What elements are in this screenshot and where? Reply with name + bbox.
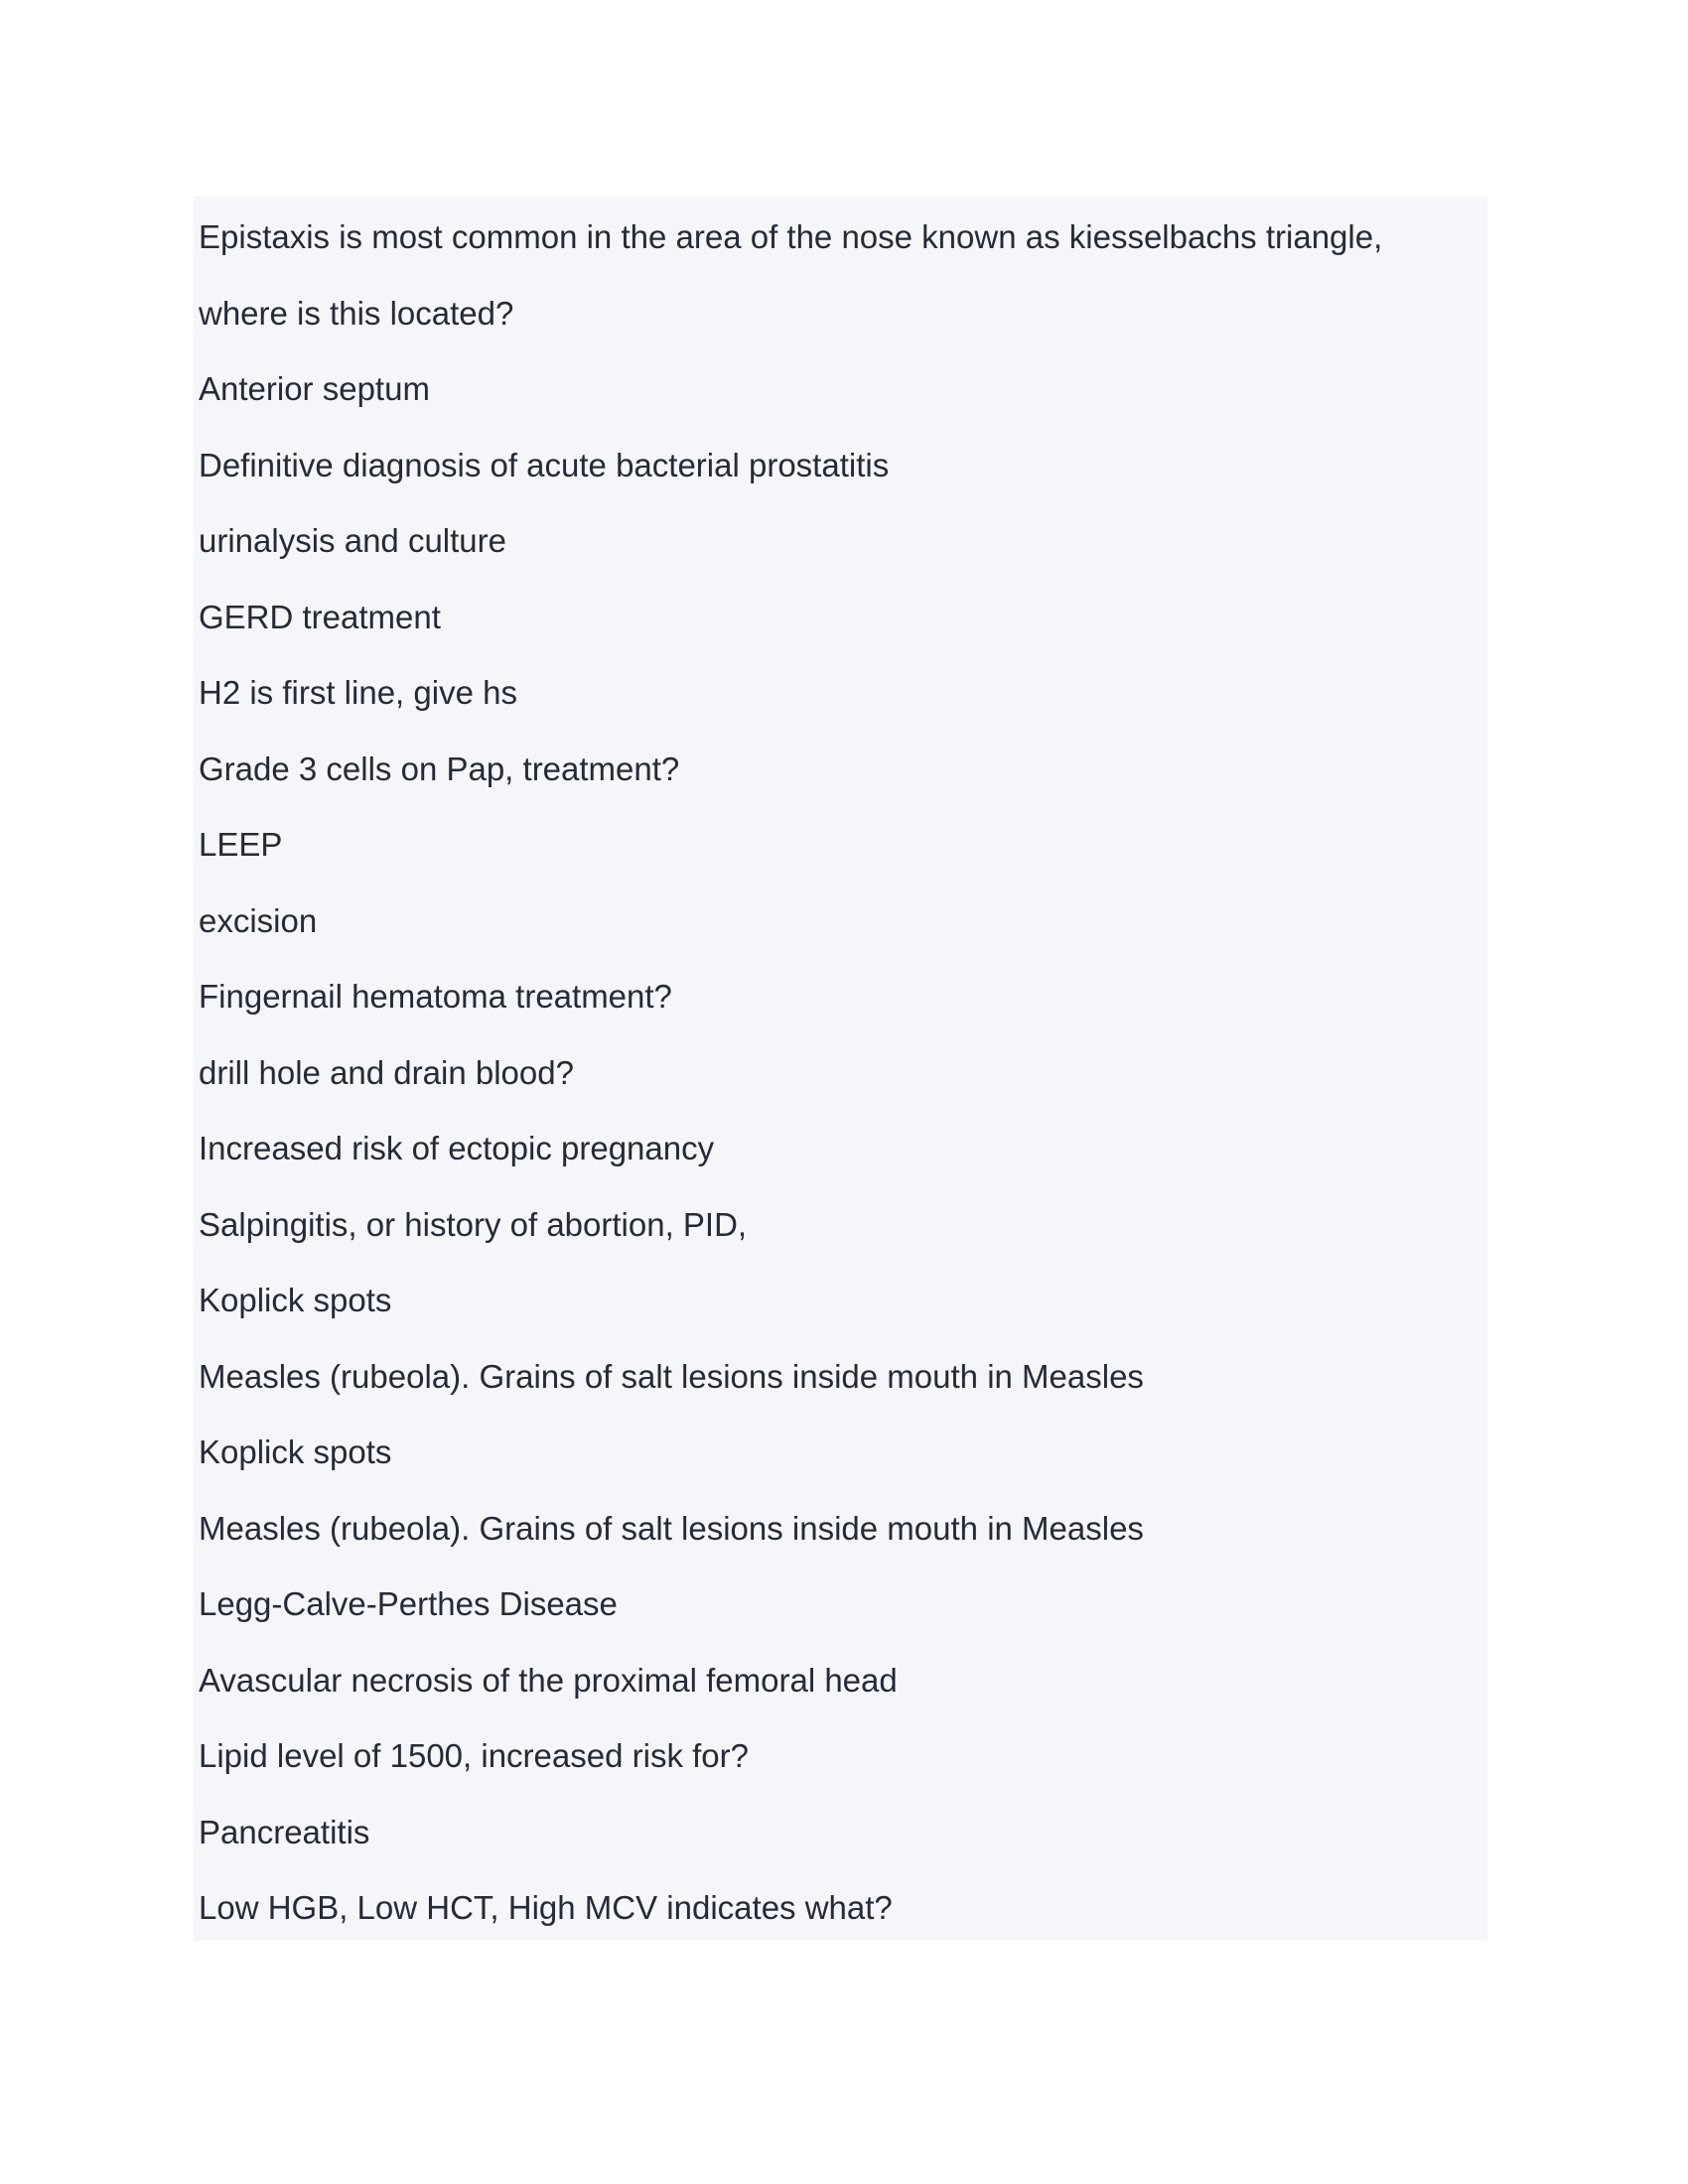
question-line: Grade 3 cells on Pap, treatment?: [199, 750, 680, 787]
question-line: Increased risk of ectopic pregnancy: [199, 1130, 715, 1166]
answer-line: H2 is first line, give hs: [199, 674, 517, 711]
answer-line: Measles (rubeola). Grains of salt lesions inside mouth in Measles: [199, 1509, 1144, 1547]
answer-line: Measles (rubeola). Grains of salt lesions inside mouth in Measles: [199, 1357, 1144, 1395]
question-line: Lipid level of 1500, increased risk for?: [199, 1737, 749, 1774]
flashcard-content-block: [194, 197, 1487, 1941]
answer-line: Avascular necrosis of the proximal femoral head: [199, 1661, 898, 1699]
answer-line: drill hole and drain blood?: [199, 1053, 574, 1091]
flashcard-lines: [199, 217, 1382, 1965]
answer-line: Anterior septum: [199, 370, 430, 407]
question-line: Definitive diagnosis of acute bacterial prostatitis: [199, 446, 890, 483]
answer-line: Salpingitis, or history of abortion, PID,: [199, 1205, 748, 1243]
answer-line: excision: [199, 901, 318, 939]
answer-line: urinalysis and culture: [199, 522, 506, 559]
question-line: Fingernail hematoma treatment?: [199, 978, 672, 1015]
question-line: GERD treatment: [199, 598, 441, 635]
question-line: Koplick spots: [199, 1433, 392, 1470]
question-line: Koplick spots: [199, 1282, 392, 1318]
answer-line: Pancreatitis: [199, 1813, 370, 1850]
answer-line: LEEP: [199, 826, 283, 863]
question-line: Low HGB, Low HCT, High MCV indicates what?: [199, 1889, 893, 1926]
question-line: Legg-Calve-Perthes Disease: [199, 1585, 618, 1622]
question-line: Epistaxis is most common in the area of the nose known as kiesselbachs triangle,: [199, 218, 1383, 255]
question-line: where is this located?: [199, 294, 514, 332]
